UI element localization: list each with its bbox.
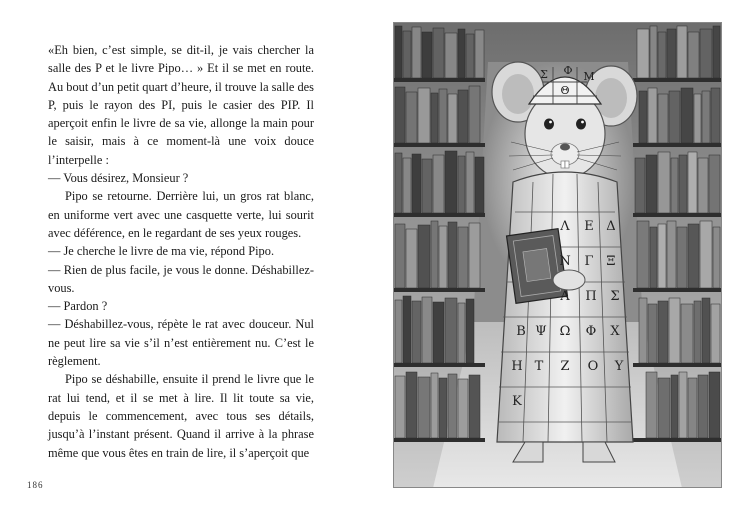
robe-letter: Φ bbox=[585, 324, 597, 339]
book-spine bbox=[403, 296, 411, 363]
paragraph: — Vous désirez, Monsieur ? bbox=[48, 171, 189, 186]
book-spine bbox=[469, 375, 480, 438]
robe-letter: Α bbox=[560, 289, 570, 304]
paragraph: — Pardon ? bbox=[48, 299, 108, 314]
robe-letter: Γ bbox=[584, 254, 594, 269]
book-spine bbox=[431, 221, 438, 288]
book-spine bbox=[681, 88, 693, 143]
book-spine bbox=[422, 32, 432, 78]
book-spine bbox=[702, 298, 710, 363]
book-spine bbox=[439, 89, 447, 143]
book-spine bbox=[412, 301, 421, 363]
book-spine bbox=[669, 91, 680, 143]
book-spine bbox=[658, 32, 666, 78]
paragraph: — Je cherche le livre de ma vie, répond Pipo. bbox=[48, 244, 275, 259]
book-spine bbox=[637, 29, 649, 78]
book-spine bbox=[475, 157, 484, 213]
robe-letter: Π bbox=[585, 289, 597, 304]
book-spine bbox=[395, 26, 402, 78]
page-number: 186 bbox=[27, 480, 44, 490]
book-spine bbox=[658, 224, 666, 288]
book-spine bbox=[448, 222, 457, 288]
book-spine bbox=[458, 156, 465, 213]
book-spine bbox=[458, 303, 465, 363]
book-spine bbox=[694, 94, 701, 143]
book-spine bbox=[698, 375, 708, 438]
book-spine bbox=[439, 226, 447, 288]
robe-letter: Ξ bbox=[606, 254, 616, 269]
robe-letter: Ο bbox=[587, 359, 599, 374]
book-spine bbox=[395, 87, 405, 143]
book-spine bbox=[679, 155, 687, 213]
cap-letter: Θ bbox=[560, 84, 570, 97]
book-spine bbox=[395, 224, 405, 288]
book-spine bbox=[658, 94, 668, 143]
book-spine bbox=[667, 29, 676, 78]
book-spine bbox=[422, 159, 432, 213]
book-spine bbox=[466, 152, 474, 213]
robe-letter: Δ bbox=[606, 219, 616, 234]
body-text bbox=[48, 41, 314, 462]
book-spine bbox=[648, 88, 657, 143]
book-spine bbox=[700, 221, 712, 288]
book-spine bbox=[650, 227, 657, 288]
book-spine bbox=[431, 373, 438, 438]
book-spine bbox=[650, 26, 657, 78]
robe-letter: Η bbox=[511, 359, 523, 374]
book-spine bbox=[469, 86, 480, 143]
book-spine bbox=[475, 30, 484, 78]
book-spine bbox=[406, 92, 417, 143]
book-spine bbox=[466, 34, 474, 78]
robe-letter: Β bbox=[516, 324, 526, 339]
book-spine bbox=[395, 153, 402, 213]
book-spine bbox=[458, 379, 468, 438]
book-spine bbox=[677, 26, 687, 78]
left-page bbox=[0, 0, 368, 510]
book-spine bbox=[466, 299, 474, 363]
book-spine bbox=[694, 301, 701, 363]
robe-letter: Ν bbox=[559, 254, 571, 269]
book-spine bbox=[639, 91, 647, 143]
robe-letter: Ψ bbox=[535, 324, 547, 339]
book-spine bbox=[439, 378, 447, 438]
book-spine bbox=[639, 298, 647, 363]
book-spine bbox=[688, 378, 697, 438]
paragraph: Pipo se déshabille, ensuite il prend le livre que le rat lui tend, et il se met à lire. Il lit toute sa vie, depuis le commencement, avec tous ses détails, jusqu’à l’instant présent. Quand il arrive à la phrase même que vous êtes en train de lire, il s’aperçoit que bbox=[48, 372, 314, 460]
book-spine bbox=[658, 152, 670, 213]
cap-letter: Σ bbox=[540, 68, 548, 81]
book-spine bbox=[702, 91, 710, 143]
book-spine bbox=[422, 297, 432, 363]
book-spine bbox=[431, 93, 438, 143]
paragraph: — Rien de plus facile, je vous le donne. Déshabillez-vous. bbox=[48, 262, 314, 295]
book-spine bbox=[445, 298, 457, 363]
book-spine bbox=[406, 372, 417, 438]
book-spine bbox=[671, 375, 678, 438]
book-spine bbox=[700, 29, 712, 78]
robe-letter: Λ bbox=[560, 219, 570, 234]
book-spine bbox=[469, 223, 480, 288]
cap-letter: Μ bbox=[583, 70, 595, 83]
book-spine bbox=[412, 27, 421, 78]
book-spine bbox=[688, 152, 697, 213]
book-spine bbox=[648, 304, 657, 363]
book-spine bbox=[711, 304, 720, 363]
book-spine bbox=[418, 225, 430, 288]
book-spine bbox=[713, 26, 720, 78]
book-spine bbox=[433, 28, 444, 78]
book-spine bbox=[713, 227, 720, 288]
robe-letter: Τ bbox=[534, 359, 544, 374]
book-spine bbox=[698, 158, 708, 213]
robe-letter: Ω bbox=[559, 324, 571, 339]
book-spine bbox=[412, 154, 421, 213]
book-spine bbox=[458, 90, 468, 143]
book-spine bbox=[418, 377, 430, 438]
book-spine bbox=[681, 304, 693, 363]
book-spine bbox=[458, 227, 468, 288]
book-spine bbox=[637, 221, 649, 288]
book-spine bbox=[688, 224, 699, 288]
book-spine bbox=[445, 151, 457, 213]
book-spine bbox=[448, 94, 457, 143]
book-spine bbox=[667, 221, 676, 288]
robe-letter: Χ bbox=[610, 324, 620, 339]
paragraph: — Déshabillez-vous, répète le rat avec douceur. Nul ne peut lire sa vie s’il n’est entièrement nu. C’est le règlement. bbox=[48, 317, 314, 369]
book-spine bbox=[677, 227, 687, 288]
book-spine bbox=[658, 378, 670, 438]
book-spine bbox=[709, 155, 720, 213]
book-spine bbox=[679, 372, 687, 438]
book-spine bbox=[646, 155, 657, 213]
book-spine bbox=[658, 301, 668, 363]
robe-letter: Υ bbox=[614, 359, 624, 374]
rat-librarian-illustration bbox=[393, 22, 722, 488]
book-spine bbox=[445, 33, 457, 78]
book-spine bbox=[433, 302, 444, 363]
book-spine bbox=[635, 158, 645, 213]
cap-letter: Φ bbox=[563, 64, 573, 77]
book-spine bbox=[433, 155, 444, 213]
book-spine bbox=[711, 88, 720, 143]
book-spine bbox=[448, 374, 457, 438]
book-spine bbox=[395, 300, 402, 363]
book-spine bbox=[395, 376, 405, 438]
book-spine bbox=[646, 372, 657, 438]
book-spine bbox=[688, 32, 699, 78]
book-spine bbox=[671, 158, 678, 213]
robe-letter: Κ bbox=[512, 394, 522, 409]
book-spine bbox=[403, 158, 411, 213]
robe-letter: Ζ bbox=[560, 359, 570, 374]
book-spine bbox=[709, 372, 720, 438]
book-spine bbox=[403, 31, 411, 78]
paragraph: «Eh bien, c’est simple, se dit-il, je vais chercher la salle des P et le livre Pipo… » Et il se met en route. Au bout d’un petit quart d’heure, il trouve la salle des P, puis le rayon des PI, puis le casier des PIP. Il aperçoit enfin le livre de sa vie, allonge la main pour le saisir, mais à ce moment-là une voix douce l’interpelle : bbox=[48, 43, 314, 167]
book-spine bbox=[418, 88, 430, 143]
robe-letter: Ε bbox=[584, 219, 594, 234]
paragraph: Pipo se retourne. Derrière lui, un gros rat blanc, en uniforme vert avec une casquette verte, lui sourit avec déférence, en le regardant de ses yeux rouges. bbox=[48, 189, 314, 240]
book-spine bbox=[669, 298, 680, 363]
book-spine bbox=[458, 29, 465, 78]
robe-letter: Σ bbox=[610, 289, 620, 304]
book-spine bbox=[406, 229, 417, 288]
